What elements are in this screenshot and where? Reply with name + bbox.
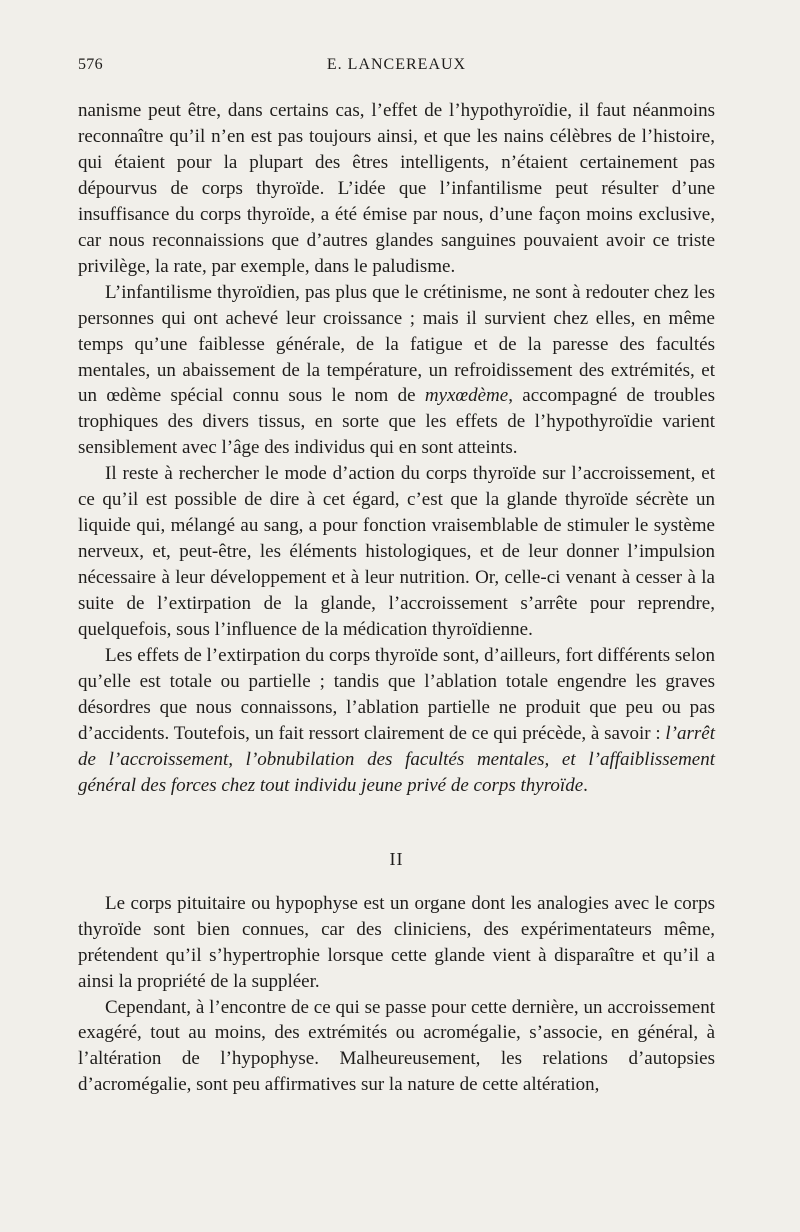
- paragraph-infantilisme: [78, 280, 715, 462]
- paragraph-text: , accompagné de troubles trophiques des divers tissus, en sorte que les effets de l’hypothyroïdie varient sensiblement avec l’âge des individus qui en sont atteints.: [78, 385, 716, 459]
- paragraph-hypophyse: Le corps pituitaire ou hypophyse est un organe dont les analogies avec le corps thyroïde sont bien connues, car des cliniciens, des expérimentateurs même, prétendent qu’il s’hypertrophie lorsque cette glande vient à disparaître et qu’il a ainsi la propriété de la suppléer.: [78, 892, 715, 992]
- page-header: [78, 56, 715, 80]
- paragraph-text: L’infantilisme thyroïdien, pas plus que le crétinisme, ne sont à redouter chez les personnes qui ont achevé leur croissance ; mais il survient chez elles, en même temps qu’une faiblesse générale, de la fatigue et de la paresse des facultés mentales, un abaissement de la température, un refroidissement des extrémités, et un œdème spécial connu sous le nom de: [78, 281, 715, 407]
- paragraph-extirpation: [78, 643, 715, 799]
- paragraph-mode-action: Il reste à rechercher le mode d’action du corps thyroïde sur l’accroissement, et ce qu’il est possible de dire à cet égard, c’est que la glande thyroïde sécrète un liquide qui, mélangé au sang, a pour fonction vraisemblable de stimuler le système nerveux, et, peut-être, les éléments histologiques, et de leur donner l’impulsion nécessaire à leur développement et à leur nutrition. Or, celle-ci venant à cesser à la suite de l’extirpation de la glande, l’accroissement s’arrête pour reprendre, quelquefois, sous l’influence de la médication thyroïdienne.: [78, 463, 715, 641]
- paragraph-text: .: [583, 774, 588, 796]
- body-text: [78, 98, 715, 1098]
- italic-conclusion: l’arrêt de l’accroissement, l’obnubilation des facultés mentales, et l’affaiblissement général des forces chez tout individu jeune privé de corps thyroïde: [78, 722, 715, 796]
- running-title: E. LANCEREAUX: [326, 56, 467, 73]
- page-number: 576: [78, 56, 103, 73]
- paragraph-acromegalie: Cependant, à l’encontre de ce qui se passe pour cette dernière, un accroissement exagéré, tout au moins, des extrémités ou acromégalie, s’associe, en général, à l’altération de l’hypophyse. Malheureusement, les relations d’autopsies d’acromégalie, sont peu affirmatives sur la nature de cette altération,: [78, 996, 715, 1096]
- paragraph-text: Les effets de l’extirpation du corps thyroïde sont, d’ailleurs, fort différents selon qu’elle est totale ou partielle ; tandis que l’ablation totale engendre les graves désordres que nous connaissons, l’ablation partielle ne produit que peu ou pas d’accidents. Toutefois, un fait ressort clairement de ce qui précède, à savoir :: [78, 645, 715, 744]
- paragraph-nanisme: nanisme peut être, dans certains cas, l’effet de l’hypothyroïdie, il faut néanmoins reconnaître qu’il n’en est pas toujours ainsi, et que les nains célèbres de l’histoire, qui étaient pour la plupart des êtres intelligents, n’étaient certainement pas dépourvus de corps thyroïde. L’idée que l’infantilisme peut résulter d’une insuffisance du corps thyroïde, a été émise par nous, d’une façon moins exclusive, car nous reconnaissions que d’autres glandes sanguines pouvaient avoir ce triste privilège, la rate, par exemple, dans le paludisme.: [78, 100, 715, 277]
- section-heading: II: [389, 848, 404, 869]
- italic-term-myxoedeme: myxœdème: [424, 385, 509, 407]
